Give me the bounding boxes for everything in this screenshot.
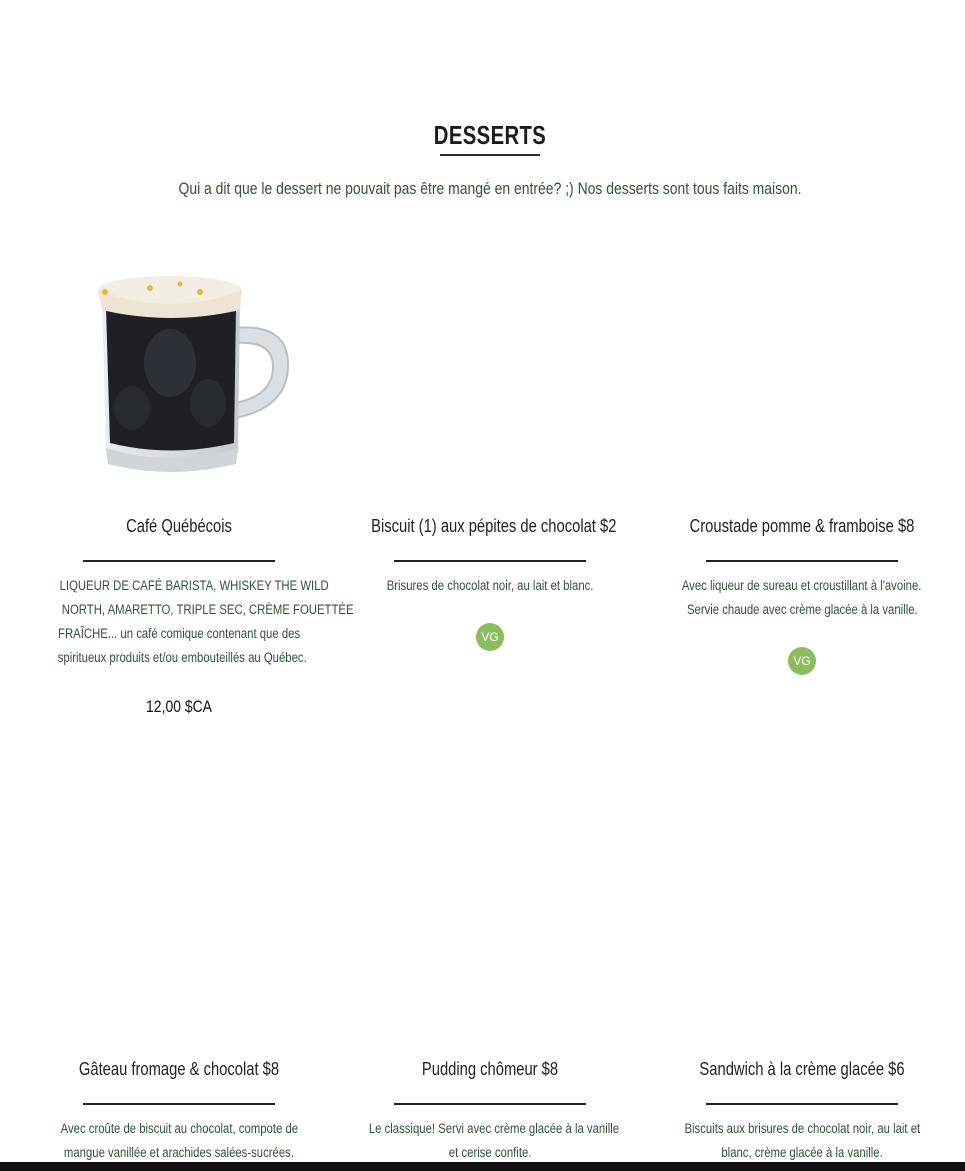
item-description bbox=[657, 574, 947, 622]
desc-line: et cerise confite. bbox=[448, 1145, 532, 1160]
menu-item-sandwich bbox=[657, 1059, 947, 1169]
item-title: Croustade pomme & framboise $8 bbox=[689, 516, 915, 536]
menu-item-biscuit bbox=[345, 516, 635, 656]
top-nav-fragment bbox=[98, 0, 158, 2]
item-title: Gâteau fromage & chocolat $8 bbox=[78, 1059, 280, 1079]
desc-line: Avec croûte de biscuit au chocolat, compote de bbox=[60, 1121, 298, 1136]
bottom-bar bbox=[0, 1162, 965, 1171]
item-title: Biscuit (1) aux pépites de chocolat $2 bbox=[371, 516, 617, 536]
item-title: Café Québécois bbox=[126, 516, 232, 536]
desc-line: Avec liqueur de sureau et croustillant à l'avoine. bbox=[682, 578, 922, 593]
menu-item-cafe-quebecois bbox=[34, 516, 354, 726]
item-divider bbox=[83, 560, 275, 562]
item-divider bbox=[83, 1103, 275, 1105]
desc-line: Servie chaude avec crème glacée à la vanille. bbox=[686, 602, 918, 617]
item-divider bbox=[706, 560, 898, 562]
menu-item-croustade bbox=[657, 516, 947, 676]
desc-line: blanc, crème glacée à la vanille. bbox=[721, 1145, 883, 1160]
desc-line: Biscuits aux brisures de chocolat noir, au lait et bbox=[684, 1121, 920, 1136]
item-title: Pudding chômeur $8 bbox=[421, 1059, 559, 1079]
menu-item-gateau bbox=[34, 1059, 324, 1169]
item-description bbox=[34, 574, 354, 670]
beer-mug-image bbox=[90, 268, 295, 478]
item-title: Sandwich à la crème glacée $6 bbox=[699, 1059, 905, 1079]
title-divider bbox=[440, 154, 540, 156]
desc-line: spiritueux produits et/ou embouteillés au Québec. bbox=[57, 650, 307, 665]
desc-line: Le classique! Servi avec crème glacée à la vanille bbox=[368, 1121, 620, 1136]
desc-line: Brisures de chocolat noir, au lait et blanc. bbox=[386, 578, 594, 593]
section-title: DESSERTS bbox=[433, 119, 547, 150]
item-description bbox=[345, 1117, 635, 1165]
desc-line: FRAÎCHE... un café comique contenant que des bbox=[57, 626, 301, 641]
item-description bbox=[345, 574, 635, 598]
desc-line: mangue vanillée et arachides salées-sucrées. bbox=[63, 1145, 295, 1160]
vegetarian-badge-icon: VG bbox=[476, 623, 504, 651]
item-divider bbox=[394, 1103, 586, 1105]
item-divider bbox=[706, 1103, 898, 1105]
menu-item-pudding bbox=[345, 1059, 635, 1169]
item-divider bbox=[394, 560, 586, 562]
section-subtitle: Qui a dit que le dessert ne pouvait pas être mangé en entrée? ;) Nos desserts sont tous faits maison. bbox=[178, 179, 802, 198]
item-price: 12,00 $CA bbox=[146, 697, 212, 716]
item-description bbox=[34, 1117, 324, 1165]
item-description bbox=[657, 1117, 947, 1165]
vegetarian-badge-icon: VG bbox=[788, 647, 816, 675]
desc-line: NORTH, AMARETTO, TRIPLE SEC, CRÈME FOUETTÉE bbox=[61, 602, 354, 617]
desc-line: LIQUEUR DE CAFÉ BARISTA, WHISKEY THE WILD bbox=[59, 578, 329, 593]
